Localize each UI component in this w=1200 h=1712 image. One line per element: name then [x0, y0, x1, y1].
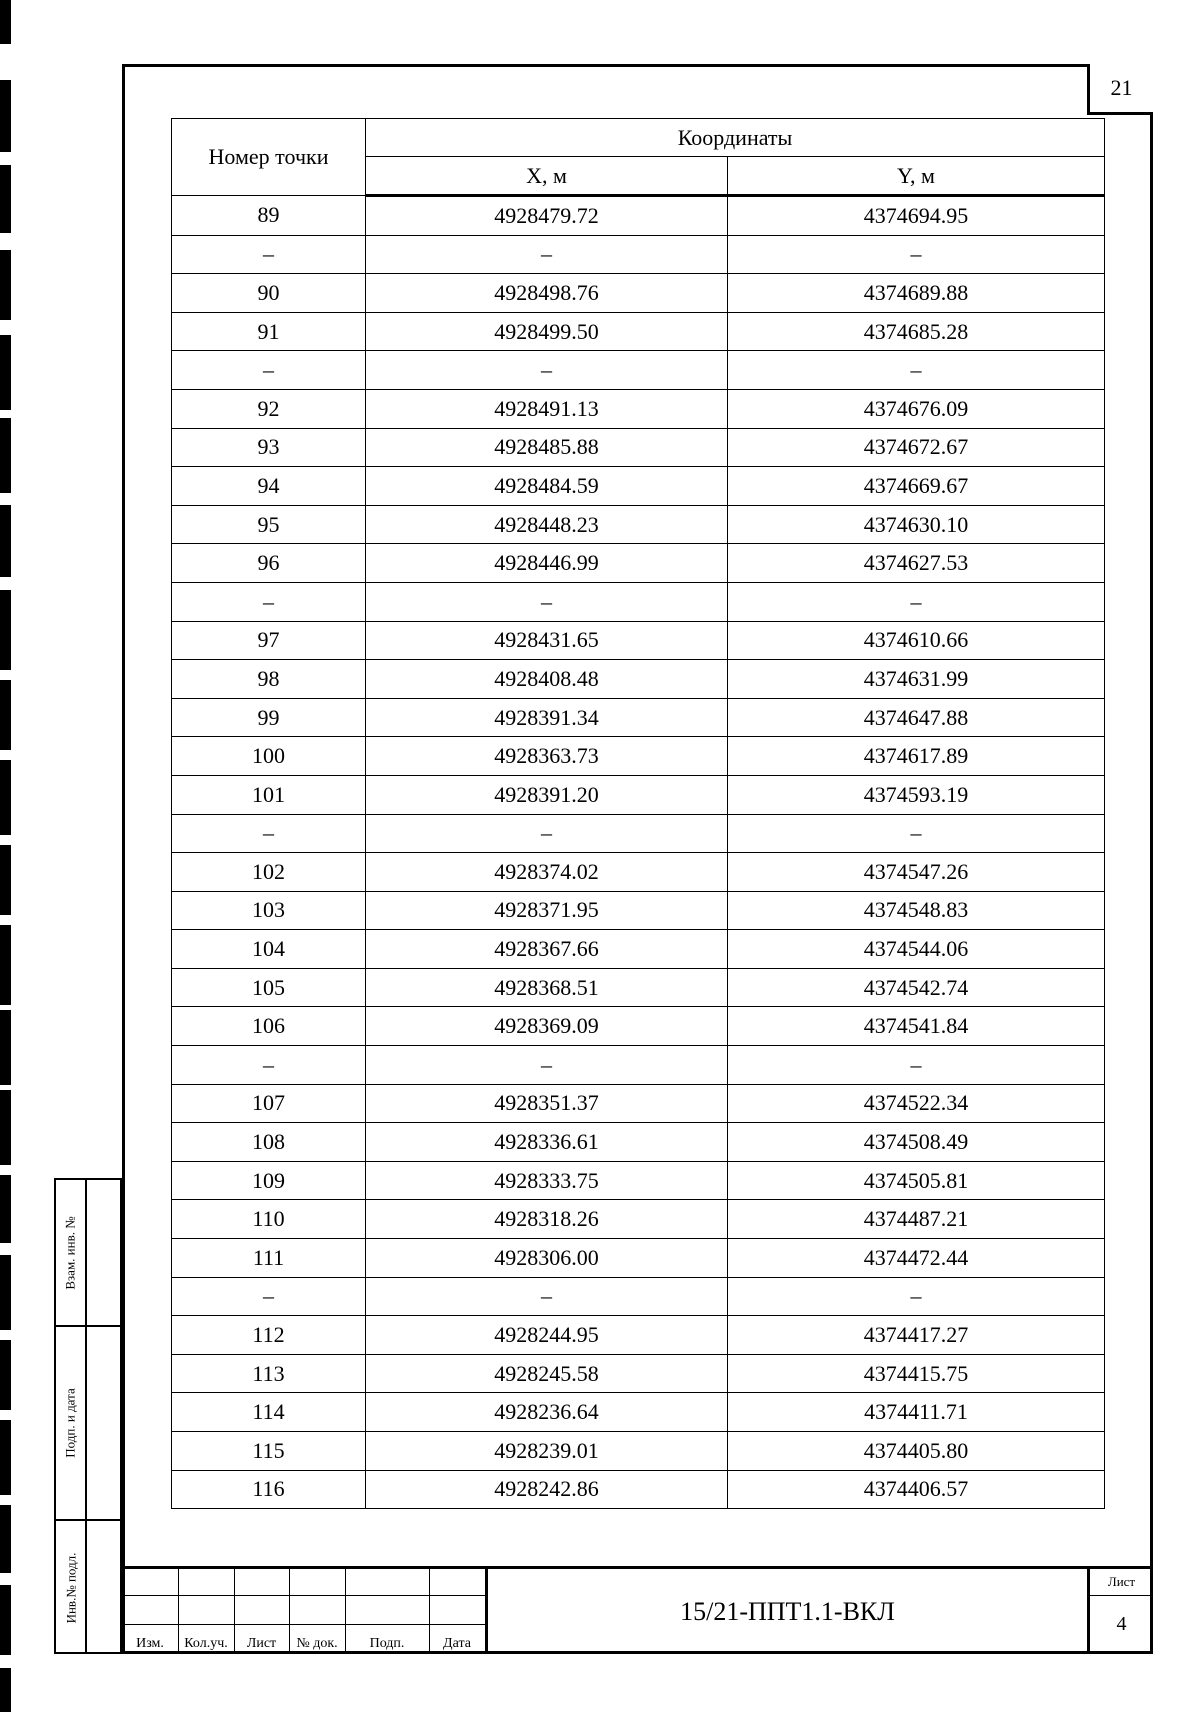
binding-mark — [0, 925, 11, 1005]
table-row — [172, 505, 1105, 544]
cell-point-number: 102 — [172, 853, 366, 892]
cell-y: 4374617.89 — [728, 737, 1105, 776]
sheet-box — [1087, 1566, 1153, 1654]
sheet-number: 4 — [1116, 1612, 1127, 1635]
cell-point-number: – — [172, 235, 366, 274]
cell-point-number: – — [172, 1277, 366, 1316]
table-row — [172, 1316, 1105, 1355]
binding-mark — [0, 1505, 11, 1573]
table-row — [172, 1084, 1105, 1123]
cell-x: 4928333.75 — [366, 1161, 728, 1200]
side-label-inv-orig: Инв.№ подл. — [63, 1552, 79, 1623]
cell-x: – — [366, 582, 728, 621]
table-row — [172, 582, 1105, 621]
cell-x: 4928368.51 — [366, 968, 728, 1007]
cell-point-number: 110 — [172, 1200, 366, 1239]
cell-x: 4928236.64 — [366, 1393, 728, 1432]
binding-mark — [0, 418, 11, 493]
table-row — [172, 660, 1105, 699]
cell-x: – — [366, 1046, 728, 1085]
binding-mark — [0, 335, 11, 410]
cell-point-number: 97 — [172, 621, 366, 660]
page-number: 21 — [1087, 64, 1153, 115]
cell-point-number: 100 — [172, 737, 366, 776]
cell-point-number: 111 — [172, 1239, 366, 1278]
table-row — [172, 1007, 1105, 1046]
table-row — [172, 737, 1105, 776]
cell-point-number: – — [172, 351, 366, 390]
cell-y: 4374669.67 — [728, 467, 1105, 506]
cell-y: 4374522.34 — [728, 1084, 1105, 1123]
table-row — [172, 1200, 1105, 1239]
side-label-replace-inv: Взам. инв. № — [63, 1215, 79, 1290]
table-row — [172, 891, 1105, 930]
cell-x: 4928431.65 — [366, 621, 728, 660]
cell-x: 4928371.95 — [366, 891, 728, 930]
binding-mark — [0, 1090, 11, 1165]
binding-mark — [0, 1668, 11, 1712]
binding-mark — [0, 1255, 11, 1330]
cell-x: 4928479.72 — [366, 196, 728, 236]
cell-point-number: 107 — [172, 1084, 366, 1123]
binding-mark — [0, 250, 11, 320]
stamp-col-izm: Изм. — [136, 1636, 164, 1651]
binding-mark — [0, 80, 11, 152]
cell-point-number: – — [172, 582, 366, 621]
table-row — [172, 196, 1105, 236]
table-row — [172, 968, 1105, 1007]
cell-y: – — [728, 1046, 1105, 1085]
cell-point-number: 104 — [172, 930, 366, 969]
cell-x: – — [366, 351, 728, 390]
table-row — [172, 621, 1105, 660]
cell-x: 4928242.86 — [366, 1470, 728, 1509]
cell-x: 4928306.00 — [366, 1239, 728, 1278]
binding-mark — [0, 590, 11, 670]
cell-y: 4374627.53 — [728, 544, 1105, 583]
cell-point-number: 99 — [172, 698, 366, 737]
table-row — [172, 428, 1105, 467]
cell-y: 4374405.80 — [728, 1432, 1105, 1471]
cell-point-number: 92 — [172, 389, 366, 428]
cell-x: 4928374.02 — [366, 853, 728, 892]
cell-point-number: 108 — [172, 1123, 366, 1162]
cell-y: 4374415.75 — [728, 1354, 1105, 1393]
cell-point-number: 105 — [172, 968, 366, 1007]
cell-y: 4374631.99 — [728, 660, 1105, 699]
table-row — [172, 853, 1105, 892]
table-row — [172, 274, 1105, 313]
cell-y: 4374542.74 — [728, 968, 1105, 1007]
cell-y: – — [728, 814, 1105, 853]
cell-x: 4928245.58 — [366, 1354, 728, 1393]
cell-y: 4374508.49 — [728, 1123, 1105, 1162]
cell-y: 4374411.71 — [728, 1393, 1105, 1432]
cell-x: 4928367.66 — [366, 930, 728, 969]
cell-y: 4374685.28 — [728, 312, 1105, 351]
cell-x: 4928239.01 — [366, 1432, 728, 1471]
table-row — [172, 1432, 1105, 1471]
cell-point-number: 114 — [172, 1393, 366, 1432]
cell-point-number: 94 — [172, 467, 366, 506]
cell-y: – — [728, 1277, 1105, 1316]
cell-point-number: 91 — [172, 312, 366, 351]
table-row — [172, 1277, 1105, 1316]
cell-y: 4374694.95 — [728, 196, 1105, 236]
cell-y: 4374593.19 — [728, 775, 1105, 814]
cell-x: 4928485.88 — [366, 428, 728, 467]
cell-x: 4928318.26 — [366, 1200, 728, 1239]
table-row — [172, 930, 1105, 969]
table-row — [172, 235, 1105, 274]
cell-x: 4928499.50 — [366, 312, 728, 351]
table-row — [172, 389, 1105, 428]
cell-y: 4374417.27 — [728, 1316, 1105, 1355]
cell-point-number: – — [172, 1046, 366, 1085]
cell-point-number: 96 — [172, 544, 366, 583]
cell-x: 4928408.48 — [366, 660, 728, 699]
cell-point-number: 106 — [172, 1007, 366, 1046]
table-row — [172, 1161, 1105, 1200]
binding-mark — [0, 1010, 11, 1085]
cell-point-number: 90 — [172, 274, 366, 313]
binding-mark — [0, 1585, 11, 1655]
cell-y: 4374487.21 — [728, 1200, 1105, 1239]
table-row — [172, 698, 1105, 737]
binding-mark — [0, 760, 11, 835]
cell-x: – — [366, 1277, 728, 1316]
title-block — [122, 1566, 1153, 1654]
table-row — [172, 1354, 1105, 1393]
cell-y: 4374647.88 — [728, 698, 1105, 737]
table-row — [172, 1470, 1105, 1509]
cell-point-number: 89 — [172, 196, 366, 236]
binding-mark — [0, 0, 11, 44]
stamp-col-sign: Подп. — [369, 1636, 405, 1651]
cell-point-number: 103 — [172, 891, 366, 930]
cell-x: 4928491.13 — [366, 389, 728, 428]
cell-x: 4928448.23 — [366, 505, 728, 544]
table-row — [172, 312, 1105, 351]
cell-point-number: 95 — [172, 505, 366, 544]
cell-x: – — [366, 814, 728, 853]
cell-point-number: 116 — [172, 1470, 366, 1509]
cell-point-number: – — [172, 814, 366, 853]
binding-mark — [0, 1175, 11, 1243]
cell-y: 4374505.81 — [728, 1161, 1105, 1200]
cell-x: 4928244.95 — [366, 1316, 728, 1355]
header-point-number: Номер точки — [172, 119, 366, 196]
cell-point-number: 109 — [172, 1161, 366, 1200]
cell-y: 4374676.09 — [728, 389, 1105, 428]
cell-x: 4928446.99 — [366, 544, 728, 583]
cell-y: – — [728, 351, 1105, 390]
stamp-col-date: Дата — [443, 1636, 471, 1651]
stamp-col-doc: № док. — [296, 1636, 338, 1651]
sheet-label: Лист — [1090, 1569, 1153, 1596]
binding-mark — [0, 680, 11, 750]
cell-x: 4928336.61 — [366, 1123, 728, 1162]
table-row — [172, 544, 1105, 583]
cell-y: 4374541.84 — [728, 1007, 1105, 1046]
coordinates-table — [171, 118, 1105, 1509]
table-row — [172, 775, 1105, 814]
cell-x: 4928351.37 — [366, 1084, 728, 1123]
cell-x: 4928484.59 — [366, 467, 728, 506]
cell-x: – — [366, 235, 728, 274]
stamp-col-kol: Кол.уч. — [184, 1636, 228, 1651]
cell-y: 4374544.06 — [728, 930, 1105, 969]
binding-mark — [0, 1340, 11, 1410]
cell-y: 4374672.67 — [728, 428, 1105, 467]
binding-mark — [0, 1420, 11, 1495]
cell-y: – — [728, 582, 1105, 621]
table-row — [172, 351, 1105, 390]
cell-x: 4928391.34 — [366, 698, 728, 737]
header-x: X, м — [366, 157, 728, 196]
cell-y: 4374406.57 — [728, 1470, 1105, 1509]
cell-point-number: 93 — [172, 428, 366, 467]
table-row — [172, 1393, 1105, 1432]
cell-x: 4928391.20 — [366, 775, 728, 814]
cell-x: 4928363.73 — [366, 737, 728, 776]
header-coordinates: Координаты — [366, 119, 1105, 157]
cell-y: 4374630.10 — [728, 505, 1105, 544]
table-row — [172, 467, 1105, 506]
table-row — [172, 1123, 1105, 1162]
binding-mark — [0, 845, 11, 915]
cell-y: – — [728, 235, 1105, 274]
stamp-col-list: Лист — [246, 1636, 277, 1651]
cell-point-number: 115 — [172, 1432, 366, 1471]
cell-y: 4374610.66 — [728, 621, 1105, 660]
cell-x: 4928369.09 — [366, 1007, 728, 1046]
table-row — [172, 1046, 1105, 1085]
document-code: 15/21-ППТ1.1-ВКЛ — [485, 1566, 1087, 1654]
cell-x: 4928498.76 — [366, 274, 728, 313]
cell-y: 4374472.44 — [728, 1239, 1105, 1278]
cell-y: 4374547.26 — [728, 853, 1105, 892]
cell-point-number: 113 — [172, 1354, 366, 1393]
side-label-sign-date: Подп. и дата — [63, 1388, 79, 1458]
table-row — [172, 814, 1105, 853]
cell-point-number: 98 — [172, 660, 366, 699]
table-row — [172, 1239, 1105, 1278]
cell-y: 4374689.88 — [728, 274, 1105, 313]
side-stamp — [54, 1178, 122, 1654]
binding-mark — [0, 165, 11, 233]
cell-point-number: 112 — [172, 1316, 366, 1355]
header-y: Y, м — [728, 157, 1105, 196]
cell-y: 4374548.83 — [728, 891, 1105, 930]
binding-mark — [0, 505, 11, 577]
cell-point-number: 101 — [172, 775, 366, 814]
